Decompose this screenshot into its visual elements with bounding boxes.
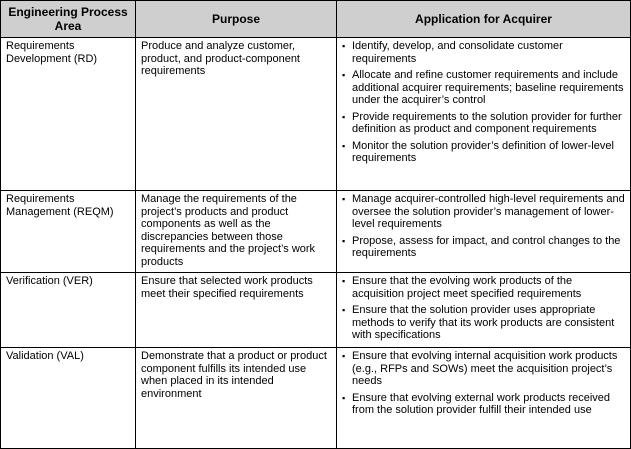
- application-list: [342, 350, 626, 417]
- application-list: [342, 40, 626, 165]
- bullet-icon: ▪: [342, 276, 346, 286]
- purpose-cell: Produce and analyze customer, product, and product-component requirements: [136, 38, 337, 191]
- list-item-text: Monitor the solution provider’s definition of lower-level requirements: [352, 139, 614, 164]
- list-item: [342, 69, 626, 107]
- list-item: [342, 111, 626, 136]
- table-row: [1, 348, 631, 449]
- list-item-text: Provide requirements to the solution provider for further definition as product and component requirements: [352, 110, 622, 135]
- application-cell: [337, 191, 631, 273]
- bullet-icon: ▪: [342, 392, 346, 403]
- bullet-icon: ▪: [342, 194, 346, 204]
- bullet-icon: ▪: [342, 111, 346, 122]
- table-row: [1, 191, 631, 273]
- list-item-text: Identify, develop, and consolidate customer requirements: [352, 40, 563, 65]
- bullet-icon: ▪: [342, 305, 346, 315]
- list-item-text: Allocate and refine customer requirements and include additional acquirer requirements; baseline requirements under the acquirer’s control: [352, 69, 624, 106]
- bullet-icon: ▪: [342, 235, 346, 246]
- purpose-cell: Demonstrate that a product or product component fulfills its intended use when placed in its intended environment: [136, 348, 337, 449]
- list-item: [342, 304, 626, 342]
- bullet-icon: ▪: [342, 70, 346, 80]
- bullet-icon: ▪: [342, 351, 346, 361]
- application-list: [342, 193, 626, 260]
- list-item-text: Ensure that evolving internal acquisition work products (e.g., RFPs and SOWs) meet the acquisition project’s needs: [352, 350, 618, 387]
- application-list: [342, 275, 626, 342]
- bullet-icon: ▪: [342, 41, 346, 51]
- list-item: [342, 350, 626, 388]
- area-cell: Verification (VER): [1, 273, 136, 348]
- list-item-text: Ensure that the solution provider uses appropriate methods to verify that its work products are consistent with specifications: [352, 304, 615, 341]
- list-item: [342, 140, 626, 165]
- area-cell: Validation (VAL): [1, 348, 136, 449]
- application-cell: [337, 348, 631, 449]
- area-cell: Requirements Development (RD): [1, 38, 136, 191]
- area-cell: Requirements Management (REQM): [1, 191, 136, 273]
- list-item: [342, 235, 626, 260]
- header-purpose: Purpose: [136, 1, 337, 38]
- application-cell: [337, 273, 631, 348]
- list-item: [342, 193, 626, 231]
- list-item: [342, 392, 626, 417]
- list-item-text: Manage acquirer-controlled high-level requirements and oversee the solution provider’s management of lower-level requirements: [352, 193, 625, 230]
- purpose-cell: Ensure that selected work products meet their specified requirements: [136, 273, 337, 348]
- list-item: [342, 275, 626, 300]
- application-cell: [337, 38, 631, 191]
- table-row: [1, 273, 631, 348]
- table-row: [1, 38, 631, 191]
- list-item-text: Ensure that the evolving work products of the acquisition project meet specified requirements: [352, 275, 582, 300]
- list-item-text: Propose, assess for impact, and control changes to the requirements: [352, 234, 621, 259]
- list-item-text: Ensure that evolving external work products received from the solution provider fulfill their intended use: [352, 391, 611, 416]
- header-area: Engineering Process Area: [1, 1, 136, 38]
- header-application: Application for Acquirer: [337, 1, 631, 38]
- purpose-cell: Manage the requirements of the project’s products and product components as well as the discrepancies between those requirements and the project’s work products: [136, 191, 337, 273]
- bullet-icon: ▪: [342, 140, 346, 151]
- list-item: [342, 40, 626, 65]
- header-row: [1, 1, 631, 38]
